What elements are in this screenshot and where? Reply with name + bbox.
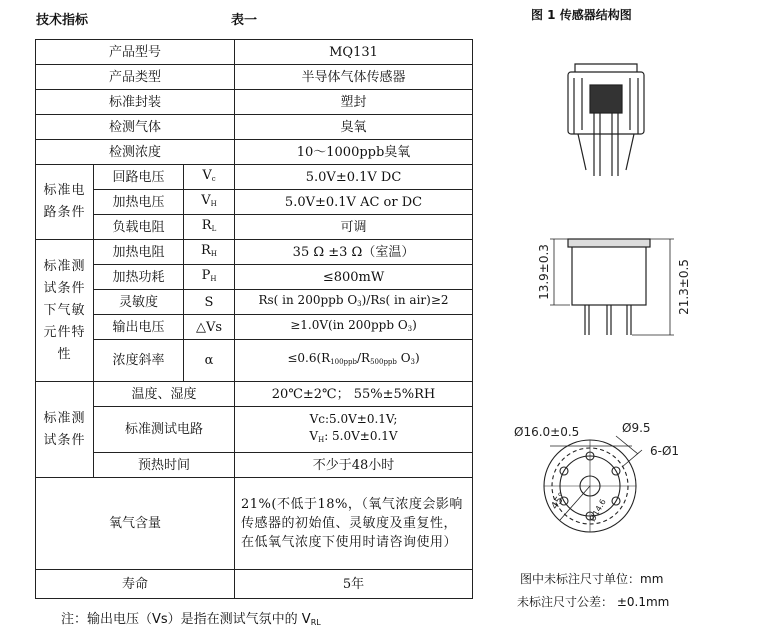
table-row [36,340,473,382]
row-label: 浓度斜率 [94,340,184,382]
row-label: 加热电阻 [94,240,184,265]
table-row [36,40,473,65]
dim-inner-diameter: Ø9.5 [622,421,651,435]
sensor-side-view [550,239,674,335]
row-value: $\le 0.6(R_{100ppb}/R_{500ppb}$ $O_3$) [235,340,473,382]
table-row [36,478,473,570]
row-value [235,407,473,453]
table-row [36,215,473,240]
row-symbol: $R_H$ [184,240,235,265]
row-symbol: $V_c$ [184,165,235,190]
row-value: 35 Ω ±3 Ω（室温） [235,240,473,265]
table-row [36,382,473,407]
row-label: 标准测试电路 [94,407,235,453]
table-row [36,165,473,190]
row-label: 寿命 [36,570,235,599]
sensor-structure-figure [490,30,745,550]
row-value: 5.0V±0.1V AC or DC [235,190,473,215]
row-value: 塑封 [235,90,473,115]
dim-outer-diameter: Ø16.0±0.5 [514,425,580,439]
row-label: 输出电压 [94,315,184,340]
table-row [36,115,473,140]
table-row [36,570,473,599]
spec-table [35,39,473,599]
row-symbol: △Vs [184,315,235,340]
row-label: 产品类型 [36,65,235,90]
row-label: 氧气含量 [36,478,235,570]
dim-total-height: 21.3±0.5 [677,259,691,315]
dim-angle: 45° [549,490,569,512]
row-label: 回路电压 [94,165,184,190]
figure-note-unit: 图中未标注尺寸单位：mm [520,572,664,586]
row-value: 可调 [235,215,473,240]
row-value: Rs( in 200ppb $O_3)/Rs$( in air)≥2 [235,290,473,315]
figure-title: 图 1 传感器结构图 [531,8,632,22]
row-label: 检测浓度 [36,140,235,165]
table-row [36,190,473,215]
footnote: 注：输出电压（Vs）是指在测试气氛中的 $V_{RL}$ [61,612,321,627]
row-symbol: $R_L$ [184,215,235,240]
group-label: 标准电路条件 [36,165,94,240]
row-label: 加热电压 [94,190,184,215]
row-value: 不少于48小时 [235,453,473,478]
circuit-line-2: $V_H$: 5.0V±0.1V [309,428,398,444]
table-row [36,407,473,453]
row-value: 臭氧 [235,115,473,140]
table-row [36,315,473,340]
table-row [36,290,473,315]
table-row [36,90,473,115]
dim-pitch: Ø14.6 [587,497,608,523]
row-symbol: S [184,290,235,315]
row-value: MQ131 [235,40,473,65]
section-title: 技术指标 [36,13,89,28]
row-label: 加热功耗 [94,265,184,290]
row-label: 检测气体 [36,115,235,140]
row-value: 5.0V±0.1V DC [235,165,473,190]
row-label: 预热时间 [94,453,235,478]
row-label: 负载电阻 [94,215,184,240]
row-label: 灵敏度 [94,290,184,315]
row-symbol: $P_H$ [184,265,235,290]
row-symbol: α [184,340,235,382]
group-label: 标准测试条件 [36,382,94,478]
row-value: 5年 [235,570,473,599]
row-label: 温度、湿度 [94,382,235,407]
group-label: 标准测试条件下气敏元件特性 [36,240,94,382]
row-value: 半导体气体传感器 [235,65,473,90]
table-title: 表一 [231,13,258,28]
table-row [36,265,473,290]
sensor-cross-section [568,64,644,176]
row-value: ≤800mW [235,265,473,290]
row-label: 标准封装 [36,90,235,115]
circuit-line-1: Vc:5.0V±0.1V; [309,411,398,426]
figure-note-tolerance: 未标注尺寸公差： ±0.1mm [517,595,670,609]
row-symbol: $V_H$ [184,190,235,215]
row-value: 21%(不低于18%，（氧气浓度会影响传感器的初始值、灵敏度及重复性，在低氧气浓度下使用时请咨询使用） [235,478,473,570]
row-label: 产品型号 [36,40,235,65]
row-value: 10～1000ppb臭氧 [235,140,473,165]
row-value: ≥1.0V(in 200ppb $O_3$) [235,315,473,340]
table-row [36,453,473,478]
dim-body-height: 13.9±0.3 [537,244,551,300]
table-row [36,140,473,165]
table-row [36,240,473,265]
table-row [36,65,473,90]
dim-pins: 6-Ø1 [650,444,680,458]
row-value: 20℃±2℃； 55%±5%RH [235,382,473,407]
